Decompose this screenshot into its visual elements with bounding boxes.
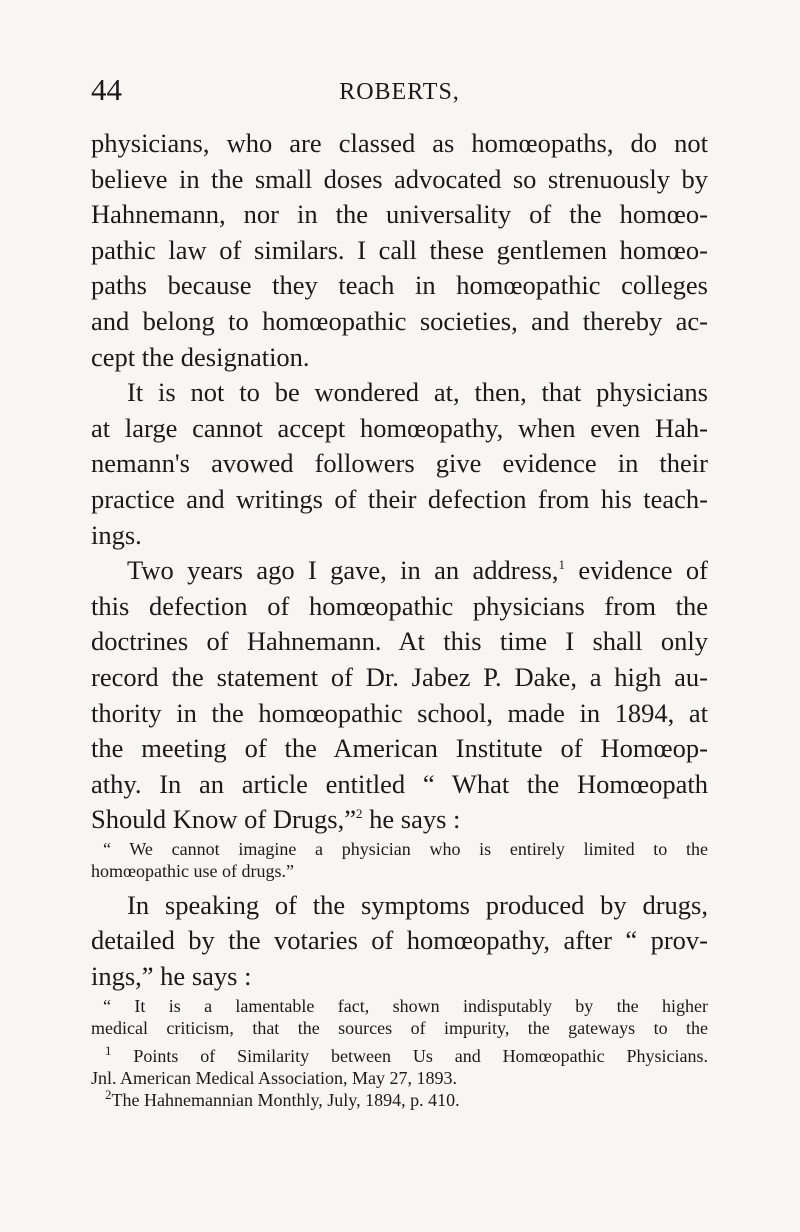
page-header [91,72,708,108]
text-line: ings,” he says : [91,961,252,992]
text-line: practice and writings of their defection from his teach- [91,483,708,514]
text-segment: Two years ago I gave, in an address, [127,555,559,586]
text-line [91,802,708,838]
footnote-marker: 1 [105,1042,112,1058]
text-segment: evidence of [565,555,708,586]
text-line: believe in the small doses advocated so strenuously by [91,163,708,194]
page-number: 44 [91,72,122,107]
text-segment: he says : [362,804,461,835]
footnote-ref-2: 2 [356,806,363,822]
quote-line: “ We cannot imagine a physician who is entirely limited to the [103,838,708,859]
quote-line: medical criticism, that the sources of impurity, the gateways to the [91,1017,708,1038]
page-body [91,126,708,1111]
footnote-ref-1: 1 [558,557,566,573]
footnote-1 [91,1042,708,1067]
text-line: It is not to be wondered at, then, that physicians [127,377,708,408]
text-line: ings. [91,519,142,550]
text-line: and belong to homœopathic societies, and thereby ac- [91,305,708,336]
text-line [91,553,708,589]
text-line: record the statement of Dr. Jabez P. Dake, a high au- [91,661,708,692]
footnote-1-cont: Jnl. American Medical Association, May 27, 1893. [91,1067,457,1088]
text-line: nemann's avowed followers give evidence in their [91,448,708,479]
text-line: pathic law of similars. I call these gentlemen homœo- [91,234,708,265]
quote-line: homœopathic use of drugs.” [91,860,294,881]
text-line: the meeting of the American Institute of Homœop- [91,733,708,764]
text-line: doctrines of Hahnemann. At this time I shall only [91,626,708,657]
footnote-text: The Hahnemannian Monthly, July, 1894, p. 410. [111,1089,460,1110]
quote-line: “ It is a lamentable fact, shown indisputably by the higher [103,995,708,1016]
text-line: thority in the homœopathic school, made in 1894, at [91,697,708,728]
text-line: athy. In an article entitled “ What the Homœopath [91,768,708,799]
running-head: ROBERTS, [339,79,460,105]
footnote-marker: 2 [105,1086,112,1102]
text-line: detailed by the votaries of homœopathy, after “ prov- [91,925,708,956]
text-line: at large cannot accept homœopathy, when even Hah- [91,412,708,443]
text-line: paths because they teach in homœopathic colleges [91,270,708,301]
footnote-text: Points of Similarity between Us and Homœopathic Physicians. [111,1045,708,1066]
footnote-2 [91,1086,708,1111]
text-line: physicians, who are classed as homœopaths, do not [91,128,708,158]
text-line: cept the designation. [91,341,310,372]
text-segment: Should Know of Drugs,” [91,804,356,835]
text-line: Hahnemann, nor in the universality of the homœo- [91,199,708,230]
text-line: this defection of homœopathic physicians from the [91,590,708,621]
text-line: In speaking of the symptoms produced by drugs, [127,889,708,920]
